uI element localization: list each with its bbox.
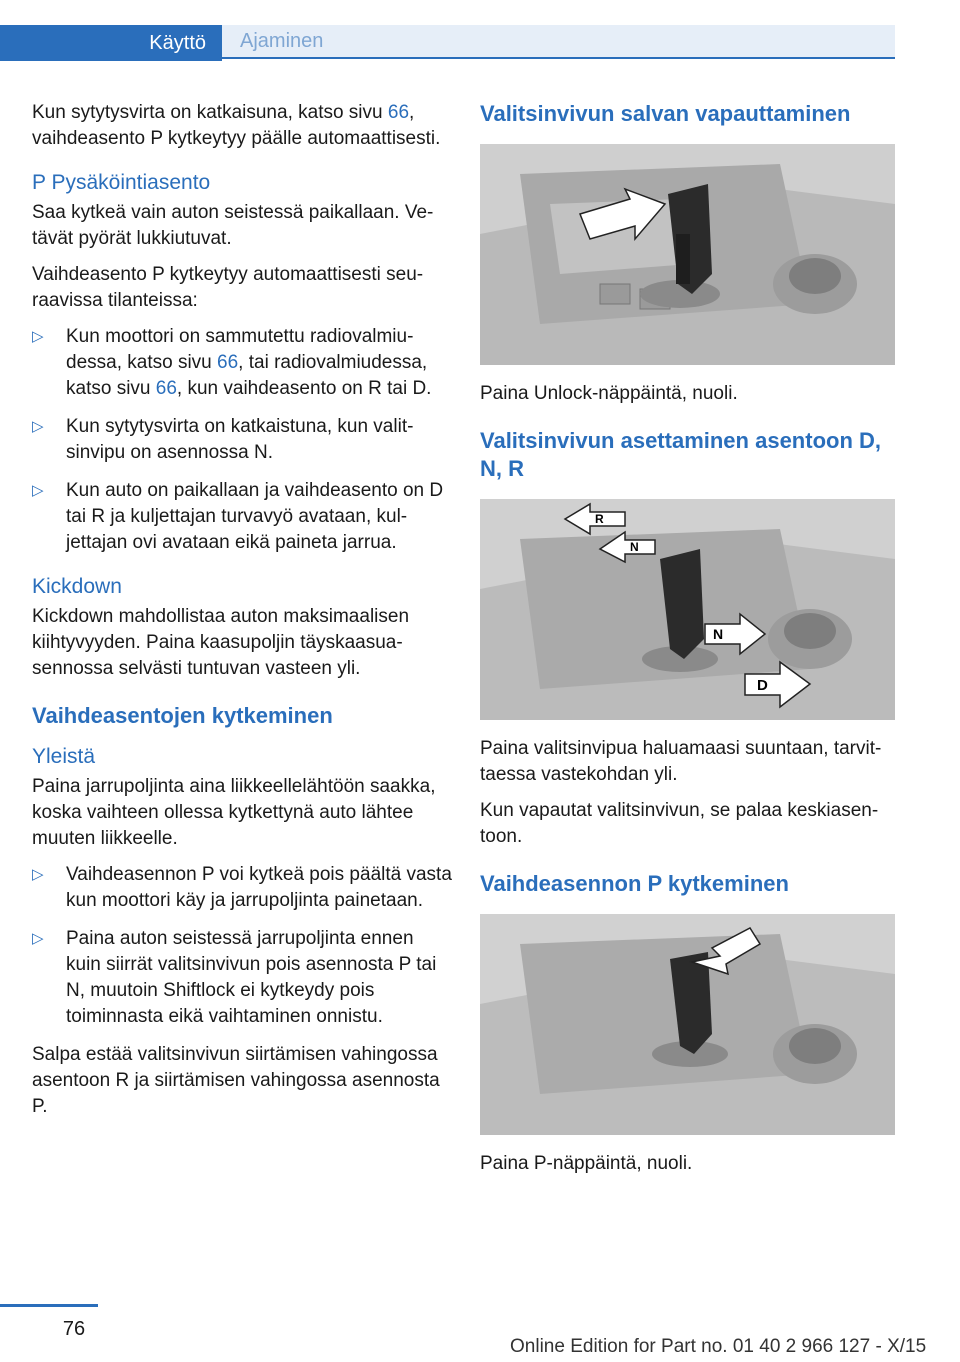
page-number-rule — [0, 1304, 98, 1307]
drn-figure — [480, 499, 895, 720]
edition-footer: Online Edition for Part no. 01 40 2 966 127 - X/15 — [510, 1336, 927, 1357]
park-caption: Paina P-näppäintä, nuoli. — [480, 1153, 693, 1174]
list-item: ▷ Kun moottori on sammutettu radiovalmiudessa, katso sivu 66, tai radiovalmiudessa, katso sivu 66, kun vaihdeasento on R tai D. — [32, 326, 432, 399]
arrow-label-r: R — [595, 512, 604, 526]
unlock-heading: Valitsinvivun salvan vapauttaminen — [480, 101, 851, 126]
left-column — [32, 100, 452, 1130]
list-item: ▷ Kun auto on paikallaan ja vaihdeasento on D tai R ja kuljettajan turvavyö avataan, kuljettajan ovi avataan eikä paineta jarrua. — [32, 480, 444, 553]
section-heading: Vaihdeasentojen kytkeminen — [32, 703, 333, 728]
general-list — [32, 862, 452, 1030]
kickdown-heading: Kickdown — [32, 575, 122, 598]
drn-heading: Valitsinvivun asettaminen asentoon D, N, R — [480, 428, 881, 481]
triangle-bullet-icon: ▷ — [32, 482, 44, 499]
page-number: 76 — [62, 1318, 86, 1340]
drn-caption-2: Kun vapautat valitsinvivun, se palaa keskiasentoon. — [480, 800, 879, 847]
arrow-label-d: D — [757, 677, 768, 694]
right-column — [480, 100, 900, 1197]
park-heading: P Pysäköintiasento — [32, 171, 211, 194]
unlock-caption: Paina Unlock-näppäintä, nuoli. — [480, 383, 738, 404]
triangle-bullet-icon: ▷ — [32, 866, 44, 883]
tab-kaytto: Käyttö — [0, 25, 222, 61]
triangle-bullet-icon: ▷ — [32, 930, 44, 947]
park-figure — [480, 914, 895, 1135]
tab-ajaminen: Ajaminen — [222, 25, 895, 59]
arrow-label-n-down: N — [713, 626, 724, 642]
park-engage-heading: Vaihdeasennon P kytkeminen — [480, 871, 789, 896]
general-heading: Yleistä — [32, 745, 96, 768]
page-link[interactable]: 66 — [155, 378, 177, 399]
list-item: ▷ Kun sytytysvirta on katkaistuna, kun valitsinvipu on asennossa N. — [32, 416, 414, 463]
unlock-figure — [480, 144, 895, 365]
list-item: ▷ Paina auton seistessä jarrupoljinta ennen kuin siirrät valitsinvivun pois asennosta P tai N, muutoin Shiftlock ei kytkeydy pois toiminnasta eikä vaihtaminen onnistu. — [32, 928, 437, 1027]
closing-paragraph: Salpa estää valitsinvivun siirtämisen vahingossa asentoon R ja siirtämisen vahingossa asennosta P. — [32, 1044, 440, 1117]
page-link[interactable]: 66 — [217, 352, 239, 373]
kickdown-text: Kickdown mahdollistaa auton maksimaalisen kiihtyvyyden. Paina kaasupoljin täyskaasuasennossa selvästi tuntuvan vasteen yli. — [32, 606, 410, 679]
drn-caption-1: Paina valitsinvipua haluamaasi suuntaan, tarvittaessa vastekohdan yli. — [480, 738, 882, 785]
page-link[interactable]: 66 — [387, 102, 410, 123]
park-text-2: Vaihdeasento P kytkeytyy automaattisesti seuraavissa tilanteissa: — [32, 264, 424, 311]
intro-paragraph: Kun sytytysvirta on katkaisuna, katso sivu 66, vaihdeasento P kytkeytyy päälle automaattisesti. — [32, 102, 441, 149]
general-text: Paina jarrupoljinta aina liikkeellelähtöön saakka, koska vaihteen ollessa kytkettynä auto lähtee muuten liikkeelle. — [32, 776, 436, 849]
triangle-bullet-icon: ▷ — [32, 418, 44, 435]
triangle-bullet-icon: ▷ — [32, 328, 44, 345]
park-text-1: Saa kytkeä vain auton seistessä paikallaan. Vetävät pyörät lukkiutuvat. — [32, 202, 434, 249]
header-tabs — [0, 25, 895, 61]
park-list — [32, 324, 452, 556]
arrow-label-n-up: N — [630, 540, 639, 554]
list-item: ▷ Vaihdeasennon P voi kytkeä pois päältä vasta kun moottori käy ja jarrupoljinta painetaan. — [32, 864, 452, 911]
